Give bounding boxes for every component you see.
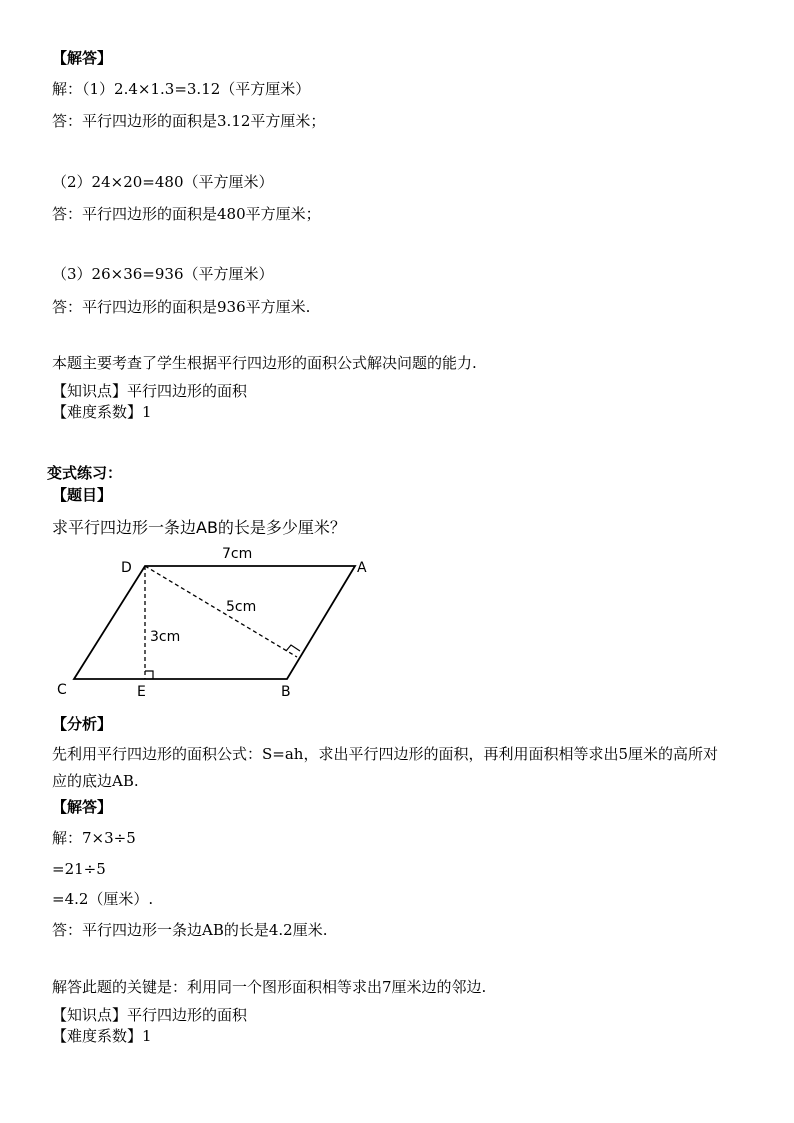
solution-step-1: 解：7×3÷5 xyxy=(52,829,136,847)
solution-step-2: =21÷5 xyxy=(52,860,106,878)
answer-heading-2: 【解答】 xyxy=(52,798,113,816)
variant-heading: 变式练习： xyxy=(47,464,123,482)
analysis-line-2: 应的底边AB. xyxy=(52,772,139,790)
solution-step-3: =4.2（厘米）. xyxy=(52,890,154,908)
label-top-length: 7cm xyxy=(222,546,253,562)
label-e: E xyxy=(137,684,146,700)
knowledge-point-1: 【知识点】平行四边形的面积 xyxy=(52,382,248,400)
solution-line-3: （3）26×36=936（平方厘米） xyxy=(52,265,274,283)
answer-heading-1: 【解答】 xyxy=(52,49,113,67)
difficulty-1: 【难度系数】1 xyxy=(52,403,152,421)
difficulty-2: 【难度系数】1 xyxy=(52,1027,152,1045)
analysis-line-1: 先利用平行四边形的面积公式：S=ah，求出平行四边形的面积，再利用面积相等求出5厘米的高所对 xyxy=(52,745,718,763)
label-c: C xyxy=(57,682,67,698)
answer-line-1: 答：平行四边形的面积是3.12平方厘米； xyxy=(52,112,326,130)
right-angle-mark-e xyxy=(145,671,153,679)
parallelogram-outline xyxy=(74,566,355,679)
answer-line-2: 答：平行四边形的面积是480平方厘米； xyxy=(52,205,321,223)
solution-line-1: 解：（1）2.4×1.3=3.12（平方厘米） xyxy=(52,80,311,98)
label-d: D xyxy=(121,560,132,576)
summary-2: 解答此题的关键是：利用同一个图形面积相等求出7厘米边的邻边. xyxy=(52,978,487,996)
label-diagonal-height: 5cm xyxy=(226,599,257,615)
answer-line-3: 答：平行四边形的面积是936平方厘米. xyxy=(52,298,311,316)
right-angle-mark-ab xyxy=(286,645,300,651)
label-a: A xyxy=(357,560,367,576)
analysis-heading: 【分析】 xyxy=(52,715,113,733)
answer-final: 答：平行四边形一条边AB的长是4.2厘米. xyxy=(52,921,328,939)
solution-line-2: （2）24×20=480（平方厘米） xyxy=(52,173,274,191)
label-vertical-height: 3cm xyxy=(150,629,181,645)
label-b: B xyxy=(281,684,291,700)
question-text: 求平行四边形一条边AB的长是多少厘米？ xyxy=(52,518,346,537)
summary-1: 本题主要考查了学生根据平行四边形的面积公式解决问题的能力. xyxy=(52,354,477,372)
question-heading: 【题目】 xyxy=(52,486,113,504)
knowledge-point-2: 【知识点】平行四边形的面积 xyxy=(52,1006,248,1024)
